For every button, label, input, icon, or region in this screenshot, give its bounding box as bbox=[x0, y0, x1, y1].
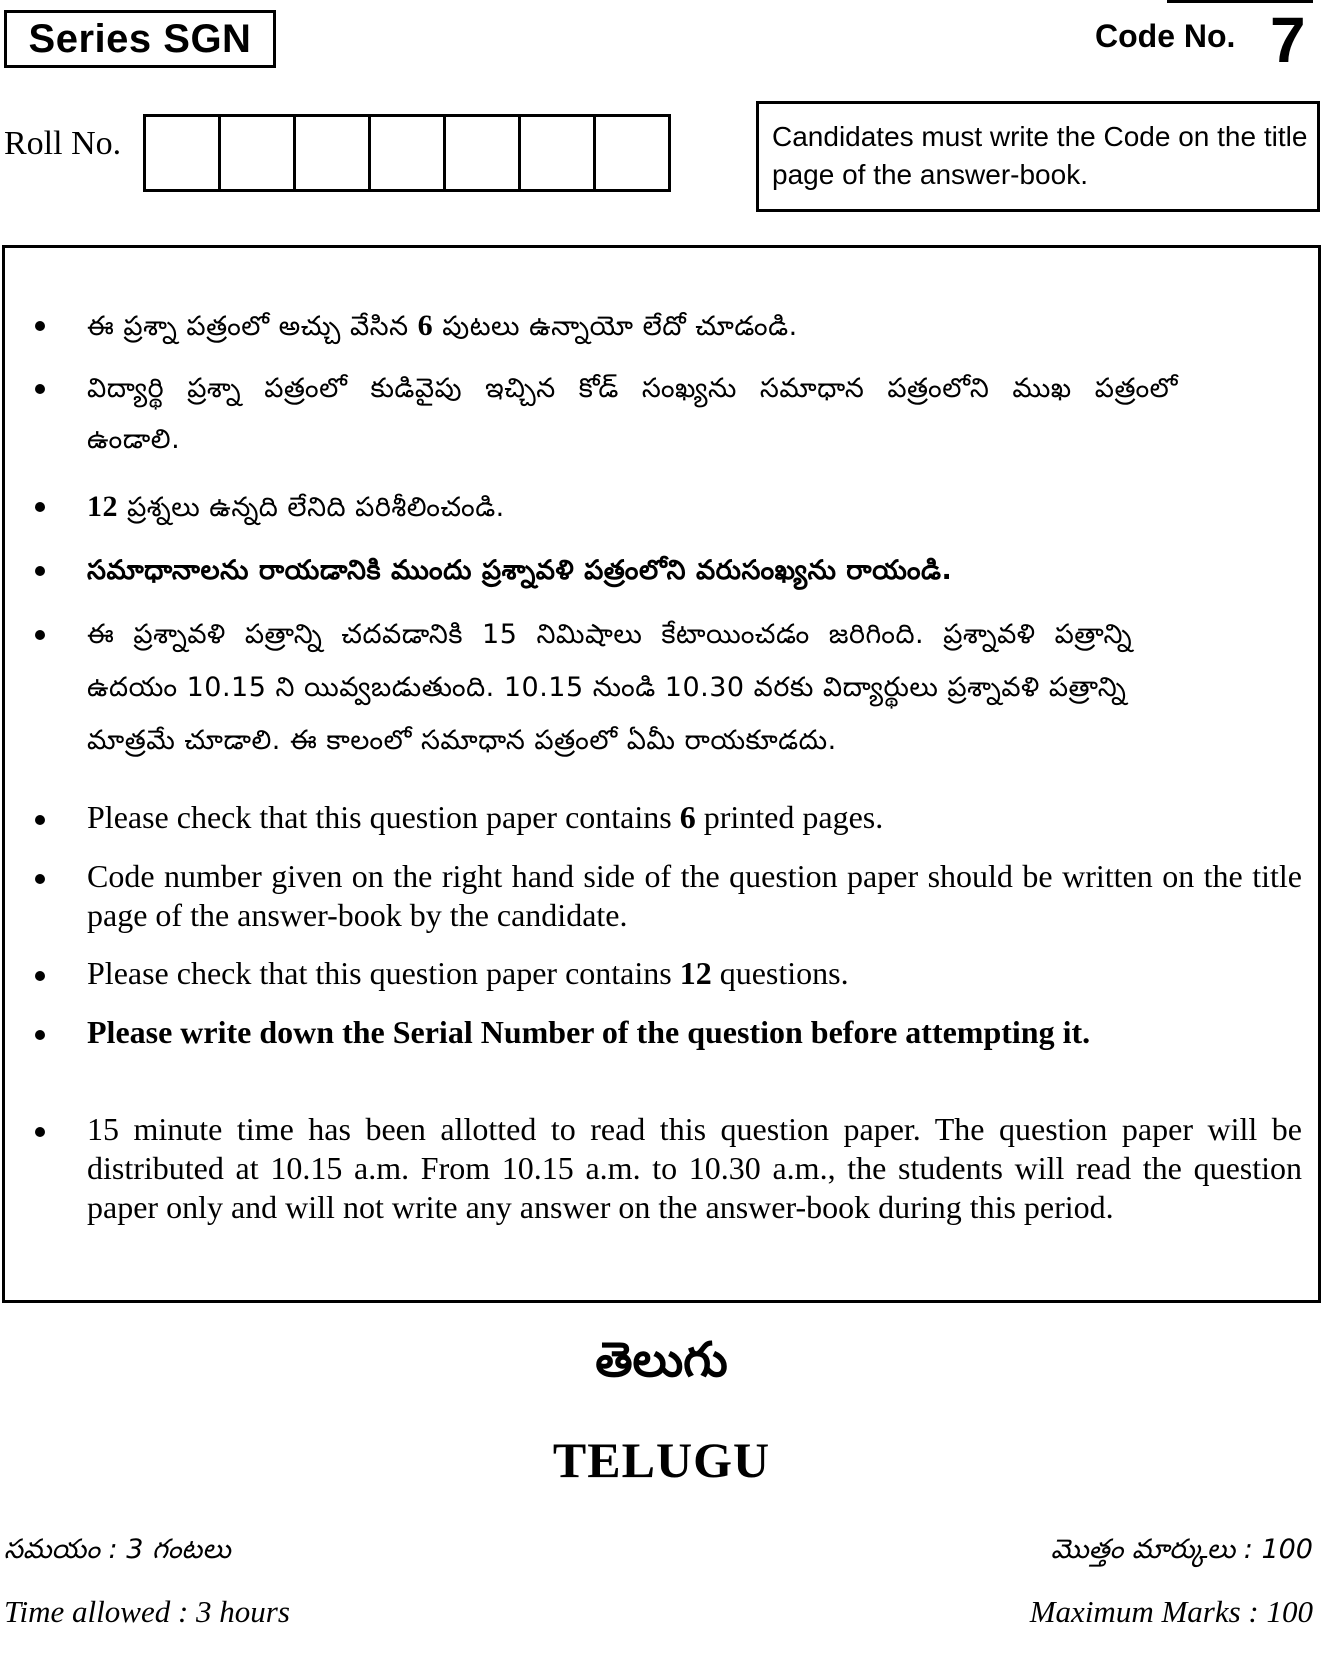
time-allowed-english: Time allowed : 3 hours bbox=[4, 1594, 290, 1629]
roll-number-cell[interactable] bbox=[518, 114, 596, 192]
instruction-english-3 bbox=[87, 954, 1302, 993]
instruction-text: questions. bbox=[711, 955, 849, 991]
bullet-icon bbox=[35, 566, 45, 576]
instruction-english-5: 15 minute time has been allotted to read this question paper. The question paper will be distributed at 10.15 a.m. From 10.15 a.m. to 10.30 a.m., the students will read the question paper only and will not write any answer on the answer-book during this period. bbox=[87, 1111, 1302, 1225]
bullet-icon bbox=[35, 630, 45, 640]
instruction-telugu-2-line1: విద్యార్థి ప్రశ్నా పత్రంలో కుడివైపు ఇచ్చిన కోడ్ సంఖ్యను సమాధాన పత్రంలోని ముఖ పత్రంలో bbox=[87, 373, 1178, 404]
subject-title-telugu: తెలుగు bbox=[595, 1332, 728, 1388]
roll-number-cell[interactable] bbox=[593, 114, 671, 192]
series-label: Series SGN bbox=[4, 10, 276, 68]
maximum-marks-english: Maximum Marks : 100 bbox=[1029, 1594, 1313, 1629]
bullet-icon bbox=[35, 321, 45, 331]
code-notice-text: Candidates must write the Code on the title page of the answer-book. bbox=[772, 121, 1308, 190]
instruction-number: 12 bbox=[679, 955, 712, 991]
instruction-telugu-2-line2: ఉండాలి. bbox=[87, 424, 181, 455]
instruction-text: ఈ ప్రశ్నా పత్రంలో అచ్చు వేసిన bbox=[87, 311, 418, 342]
instruction-english-4: Please write down the Serial Number of the question before attempting it. bbox=[87, 1014, 1091, 1050]
bullet-icon bbox=[35, 1030, 45, 1040]
instructions-box bbox=[2, 245, 1321, 1303]
instruction-english-1 bbox=[87, 798, 1302, 837]
code-label: Code No. bbox=[1095, 18, 1236, 54]
instruction-text: printed pages. bbox=[695, 799, 884, 835]
code-number: 7 bbox=[1270, 4, 1306, 76]
roll-number-cell[interactable] bbox=[218, 114, 296, 192]
bullet-icon bbox=[35, 502, 45, 512]
instruction-text: పుటలు ఉన్నాయో లేదో చూడండి. bbox=[433, 311, 798, 342]
roll-number-cell[interactable] bbox=[443, 114, 521, 192]
maximum-marks-telugu: మొత్తం మార్కులు : 100 bbox=[1050, 1534, 1313, 1565]
roll-number-boxes bbox=[143, 114, 671, 192]
instruction-number: 6 bbox=[417, 309, 434, 342]
code-notice-box bbox=[756, 101, 1320, 212]
instruction-telugu-4: సమాధానాలను రాయడానికి ముందు ప్రశ్నావళి పత్రంలోని వరుసంఖ్యను రాయండి. bbox=[87, 555, 953, 586]
instruction-english-2: Code number given on the right hand side of the question paper should be written on the title page of the answer-book by the candidate. bbox=[87, 858, 1302, 933]
instruction-telugu-3 bbox=[87, 480, 505, 535]
instruction-telugu-5-line2: ఉదయం 10.15 ని యివ్వబడుతుంది. 10.15 నుండి 10.30 వరకు విద్యార్థులు ప్రశ్నావళి పత్రాన్ని bbox=[87, 672, 1127, 703]
roll-number-label: Roll No. bbox=[4, 125, 122, 162]
bullet-icon bbox=[35, 1127, 45, 1137]
instruction-telugu-5-line1: ఈ ప్రశ్నావళి పత్రాన్ని చదవడానికి 15 నిమిషాలు కేటాయించడం జరిగింది. ప్రశ్నావళి పత్రాన్ని bbox=[87, 619, 1133, 650]
bullet-icon bbox=[35, 874, 45, 884]
bullet-icon bbox=[35, 384, 45, 394]
instruction-text: Please check that this question paper contains bbox=[87, 799, 680, 835]
instruction-number: 12 bbox=[87, 490, 118, 523]
top-rule-divider bbox=[1167, 0, 1313, 3]
roll-number-cell[interactable] bbox=[293, 114, 371, 192]
bullet-icon bbox=[35, 815, 45, 825]
instruction-text: ప్రశ్నలు ఉన్నది లేనిది పరిశీలించండి. bbox=[118, 492, 505, 523]
time-allowed-telugu: సమయం : 3 గంటలు bbox=[4, 1534, 231, 1565]
instruction-text: Please check that this question paper contains bbox=[87, 955, 680, 991]
roll-number-cell[interactable] bbox=[368, 114, 446, 192]
subject-title-english: TELUGU bbox=[552, 1432, 771, 1488]
instruction-telugu-1 bbox=[87, 299, 798, 354]
instruction-telugu-5-line3: మాత్రమే చూడాలి. ఈ కాలంలో సమాధాన పత్రంలో ఏమీ రాయకూడదు. bbox=[87, 725, 837, 756]
roll-number-cell[interactable] bbox=[143, 114, 221, 192]
bullet-icon bbox=[35, 971, 45, 981]
instruction-number: 6 bbox=[679, 799, 696, 835]
